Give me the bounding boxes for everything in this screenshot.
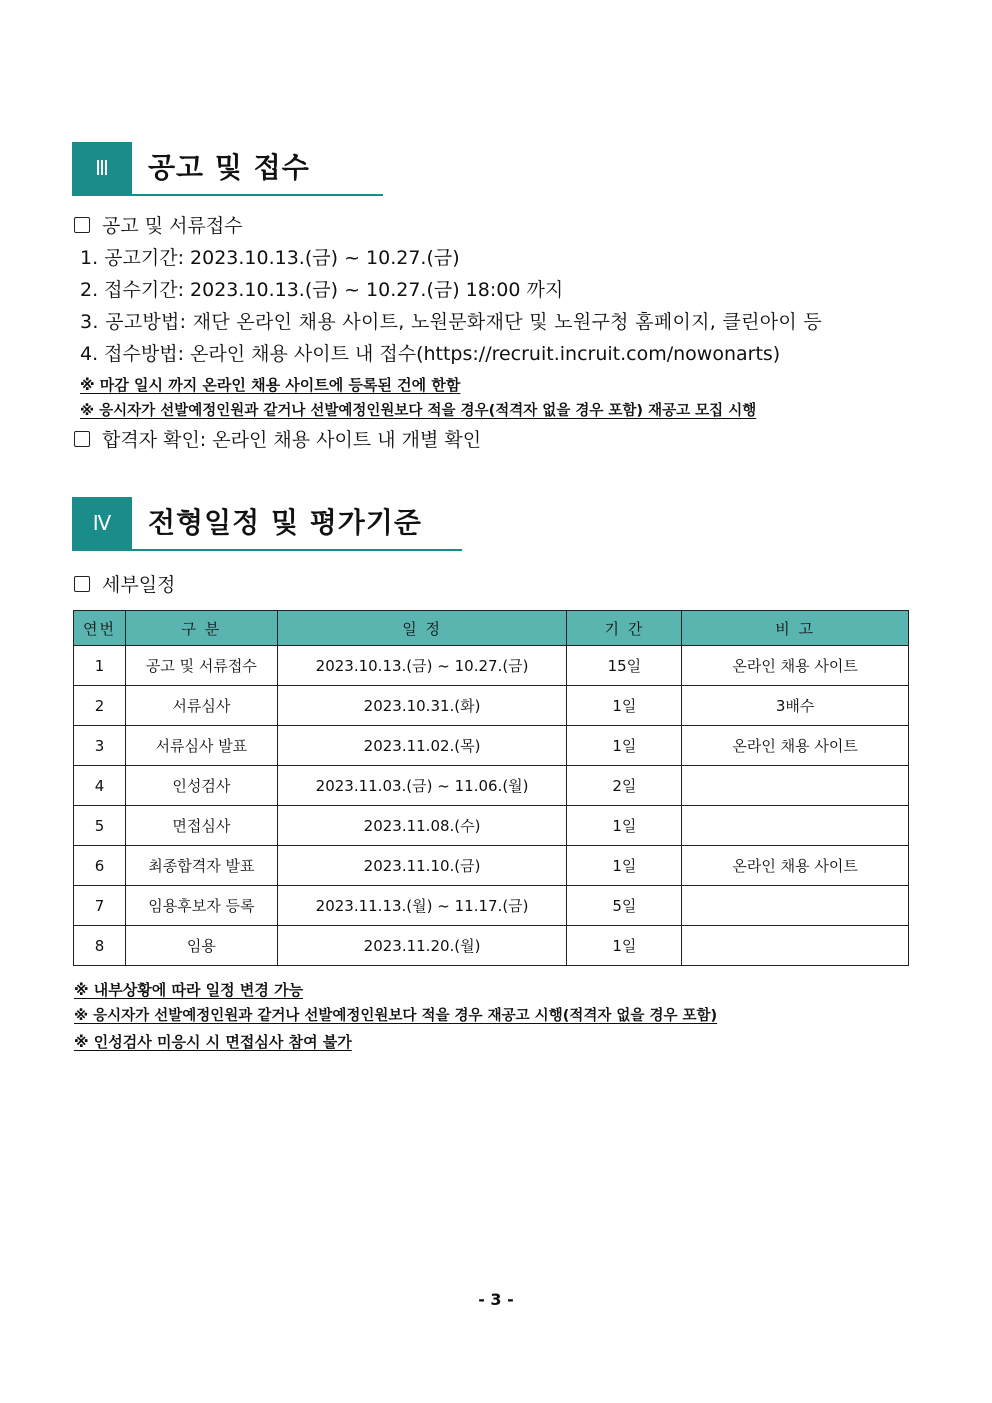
cell-duration: 5일 (567, 886, 682, 926)
cell-remarks: 3배수 (682, 686, 909, 726)
header-category: 구 분 (125, 611, 277, 646)
cell-category: 임용후보자 등록 (125, 886, 277, 926)
receipt-line: 2. 접수기간: 2023.10.13.(금) ~ 10.27.(금) 18:00 까지 (80, 279, 564, 301)
table-row (74, 646, 909, 686)
header-schedule: 일 정 (277, 611, 567, 646)
section-4-title: 전형일정 및 평가기준 (148, 506, 422, 539)
cell-remarks: 온라인 채용 사이트 (682, 646, 909, 686)
apply-line: 4. 접수방법: 온라인 채용 사이트 내 접수(https://recruit.incruit.com/nowonarts) (80, 343, 781, 365)
cell-duration: 15일 (567, 646, 682, 686)
result-item (74, 427, 481, 453)
cell-no: 5 (74, 806, 126, 846)
detail-item-label: 세부일정 (102, 574, 176, 596)
cell-category: 최종합격자 발표 (125, 846, 277, 886)
section-4-underline (72, 549, 462, 551)
cell-remarks: 온라인 채용 사이트 (682, 846, 909, 886)
cell-duration: 1일 (567, 806, 682, 846)
section-3-number: Ⅲ (72, 142, 132, 194)
section-3-title: 공고 및 접수 (148, 151, 310, 184)
period-line: 1. 공고기간: 2023.10.13.(금) ~ 10.27.(금) (80, 247, 460, 269)
section-4-number: Ⅳ (72, 497, 132, 549)
personality-test-note: ※ 인성검사 미응시 시 면접심사 참여 불가 (74, 1033, 352, 1051)
cell-duration: 1일 (567, 926, 682, 966)
table-row (74, 806, 909, 846)
cell-category: 공고 및 서류접수 (125, 646, 277, 686)
cell-schedule: 2023.10.13.(금) ~ 10.27.(금) (277, 646, 567, 686)
method-line: 3. 공고방법: 재단 온라인 채용 사이트, 노원문화재단 및 노원구청 홈페이지, 클린아이 등 (80, 311, 823, 333)
cell-remarks (682, 926, 909, 966)
header-duration: 기 간 (567, 611, 682, 646)
cell-schedule: 2023.10.31.(화) (277, 686, 567, 726)
cell-no: 4 (74, 766, 126, 806)
cell-schedule: 2023.11.08.(수) (277, 806, 567, 846)
section-3-header (72, 142, 383, 194)
table-row (74, 726, 909, 766)
cell-remarks (682, 766, 909, 806)
cell-category: 임용 (125, 926, 277, 966)
cell-no: 8 (74, 926, 126, 966)
cell-category: 서류심사 (125, 686, 277, 726)
table-row (74, 766, 909, 806)
reannounce-note: ※ 응시자가 선발예정인원과 같거나 선발예정인원보다 적을 경우(적격자 없을 경우 포함) 재공고 모집 시행 (80, 403, 757, 419)
cell-no: 6 (74, 846, 126, 886)
schedule-change-note: ※ 내부상황에 따라 일정 변경 가능 (74, 981, 304, 999)
detail-item (74, 572, 175, 598)
announce-item-label: 공고 및 서류접수 (102, 215, 243, 237)
cell-no: 2 (74, 686, 126, 726)
schedule-reannounce-note: ※ 응시자가 선발예정인원과 같거나 선발예정인원보다 적을 경우 재공고 시행(적격자 없을 경우 포함) (74, 1008, 718, 1024)
cell-schedule: 2023.11.02.(목) (277, 726, 567, 766)
cell-schedule: 2023.11.13.(월) ~ 11.17.(금) (277, 886, 567, 926)
cell-no: 3 (74, 726, 126, 766)
checkbox-icon (74, 576, 90, 592)
table-row (74, 686, 909, 726)
table-row (74, 886, 909, 926)
cell-category: 서류심사 발표 (125, 726, 277, 766)
deadline-note: ※ 마감 일시 까지 온라인 채용 사이트에 등록된 건에 한함 (80, 376, 461, 394)
announce-item (74, 213, 243, 239)
cell-duration: 1일 (567, 726, 682, 766)
table-row (74, 926, 909, 966)
cell-duration: 1일 (567, 686, 682, 726)
cell-no: 7 (74, 886, 126, 926)
header-remarks: 비 고 (682, 611, 909, 646)
cell-duration: 1일 (567, 846, 682, 886)
cell-schedule: 2023.11.03.(금) ~ 11.06.(월) (277, 766, 567, 806)
cell-schedule: 2023.11.10.(금) (277, 846, 567, 886)
cell-remarks (682, 886, 909, 926)
section-4-header (72, 497, 462, 549)
result-item-label: 합격자 확인: 온라인 채용 사이트 내 개별 확인 (102, 429, 482, 451)
header-no: 연번 (74, 611, 126, 646)
cell-remarks: 온라인 채용 사이트 (682, 726, 909, 766)
checkbox-icon (74, 431, 90, 447)
section-3-underline (72, 194, 383, 196)
table-row (74, 846, 909, 886)
cell-duration: 2일 (567, 766, 682, 806)
page-number: - 3 - (478, 1290, 514, 1309)
cell-category: 인성검사 (125, 766, 277, 806)
schedule-table (73, 610, 909, 966)
cell-category: 면접심사 (125, 806, 277, 846)
cell-remarks (682, 806, 909, 846)
cell-no: 1 (74, 646, 126, 686)
table-header-row (74, 611, 909, 646)
cell-schedule: 2023.11.20.(월) (277, 926, 567, 966)
checkbox-icon (74, 217, 90, 233)
